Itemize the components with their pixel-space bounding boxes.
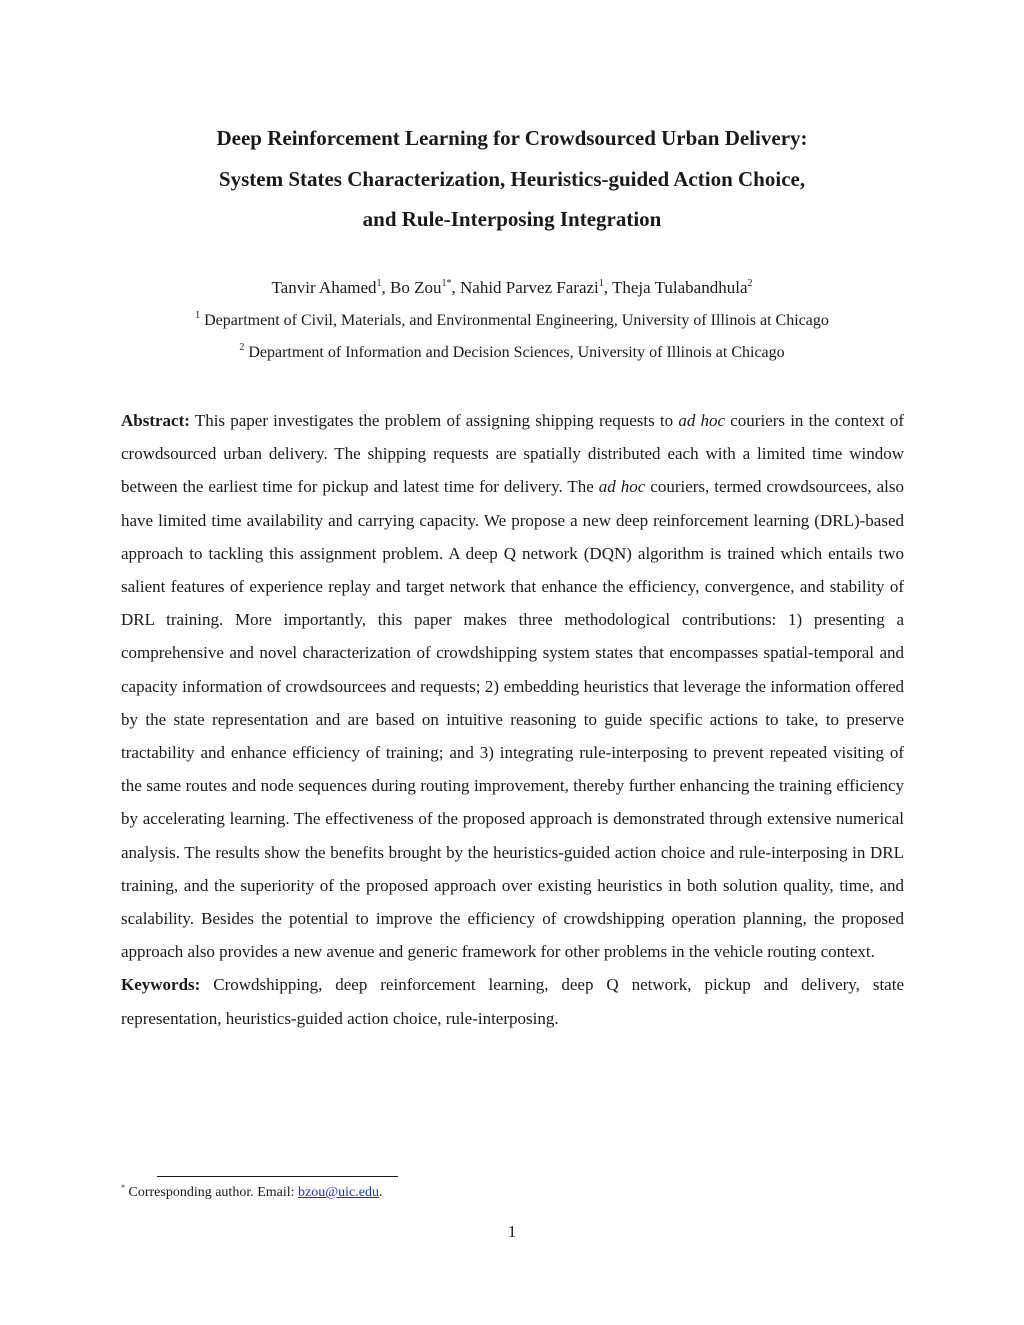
author-affiliation-mark: 2 — [747, 278, 753, 289]
abstract-text-2: couriers in the context of crowdsourced urban delivery. The shipping requests are spatially distributed each with a limited time window between the earliest time for pickup and latest time for delivery. The — [121, 411, 904, 497]
abstract-paragraph — [121, 404, 904, 968]
abstract-text-3: couriers, termed crowdsourcees, also have limited time availability and carrying capacity. We propose a new deep reinforcement learning (DRL)-based approach to tackling this assignment problem. A deep Q network (DQN) algorithm is trained which entails two salient features of experience replay and target network that enhance the efficiency, convergence, and stability of DRL training. More importantly, this paper makes three methodological contributions: 1) presenting a comprehensive and novel characterization of crowdshipping system states that encompasses spatial-temporal and capacity information of crowdsourcees and requests; 2) embedding heuristics that leverage the information offered by the state representation and are based on intuitive reasoning to guide specific actions to take, to preserve tractability and enhance efficiency of training; and 3) integrating rule-interposing to prevent repeated visiting of the same routes and node sequences during routing improvement, thereby further enhancing the training efficiency by accelerating learning. The effectiveness of the proposed approach is demonstrated through extensive numerical analysis. The results show the benefits brought by the heuristics-guided action choice and rule-interposing in DRL training, and the superiority of the proposed approach over existing heuristics in both solution quality, time, and scalability. Besides the potential to improve the efficiency of crowdshipping operation planning, the proposed approach also provides a new avenue and generic framework for other problems in the vehicle routing context. — [121, 477, 905, 962]
author-name: Bo Zou — [390, 278, 442, 297]
affiliation-mark: 2 — [239, 342, 245, 353]
affiliation-mark: 1 — [195, 310, 201, 321]
title-line-2: System States Characterization, Heuristics-guided Action Choice, — [218, 166, 806, 191]
author-separator: , — [451, 278, 460, 297]
keywords-label: Keywords: — [121, 975, 201, 995]
author-name: Theja Tulabandhula — [611, 278, 748, 297]
affiliation-text: Department of Information and Decision Sciences, University of Illinois at Chicago — [248, 344, 785, 361]
affiliation-1 — [0, 310, 1024, 332]
abstract-italic-2: ad hoc — [598, 477, 646, 497]
author-separator: , — [381, 278, 391, 297]
abstract-section — [121, 404, 904, 1035]
author-affiliation-mark: 1* — [441, 278, 452, 289]
footnote-mark: * — [121, 1183, 125, 1192]
title-line-3: and Rule-Interposing Integration — [362, 207, 662, 231]
footnote-text: Corresponding author. Email: — [128, 1185, 295, 1200]
page-number: 1 — [507, 1222, 517, 1241]
affiliation-2 — [0, 342, 1024, 364]
author-name: Tanvir Ahamed — [271, 278, 377, 297]
keywords-paragraph — [121, 968, 904, 1034]
author-separator: , — [603, 278, 612, 297]
abstract-italic-1: ad hoc — [678, 411, 726, 430]
author-name: Nahid Parvez Farazi — [460, 278, 599, 297]
footnote — [121, 1185, 382, 1201]
author-list — [0, 275, 1024, 301]
title-line-1: Deep Reinforcement Learning for Crowdsourced Urban Delivery: — [216, 126, 808, 150]
footnote-end: . — [378, 1185, 383, 1200]
abstract-label: Abstract: — [121, 411, 190, 430]
email-link[interactable]: bzou@uic.edu — [298, 1185, 379, 1200]
affiliation-text: Department of Civil, Materials, and Environmental Engineering, University of Illinois at Chicago — [204, 312, 829, 329]
footnote-divider — [157, 1176, 398, 1177]
abstract-text-1: This paper investigates the problem of assigning shipping requests to — [194, 411, 674, 430]
author-affiliation-mark: 1 — [598, 278, 604, 289]
keywords-text: Crowdshipping, deep reinforcement learning, deep Q network, pickup and delivery, state representation, heuristics-guided action choice, rule-interposing. — [121, 975, 904, 1028]
author-affiliation-mark: 1 — [376, 278, 382, 289]
paper-title — [0, 118, 1024, 240]
